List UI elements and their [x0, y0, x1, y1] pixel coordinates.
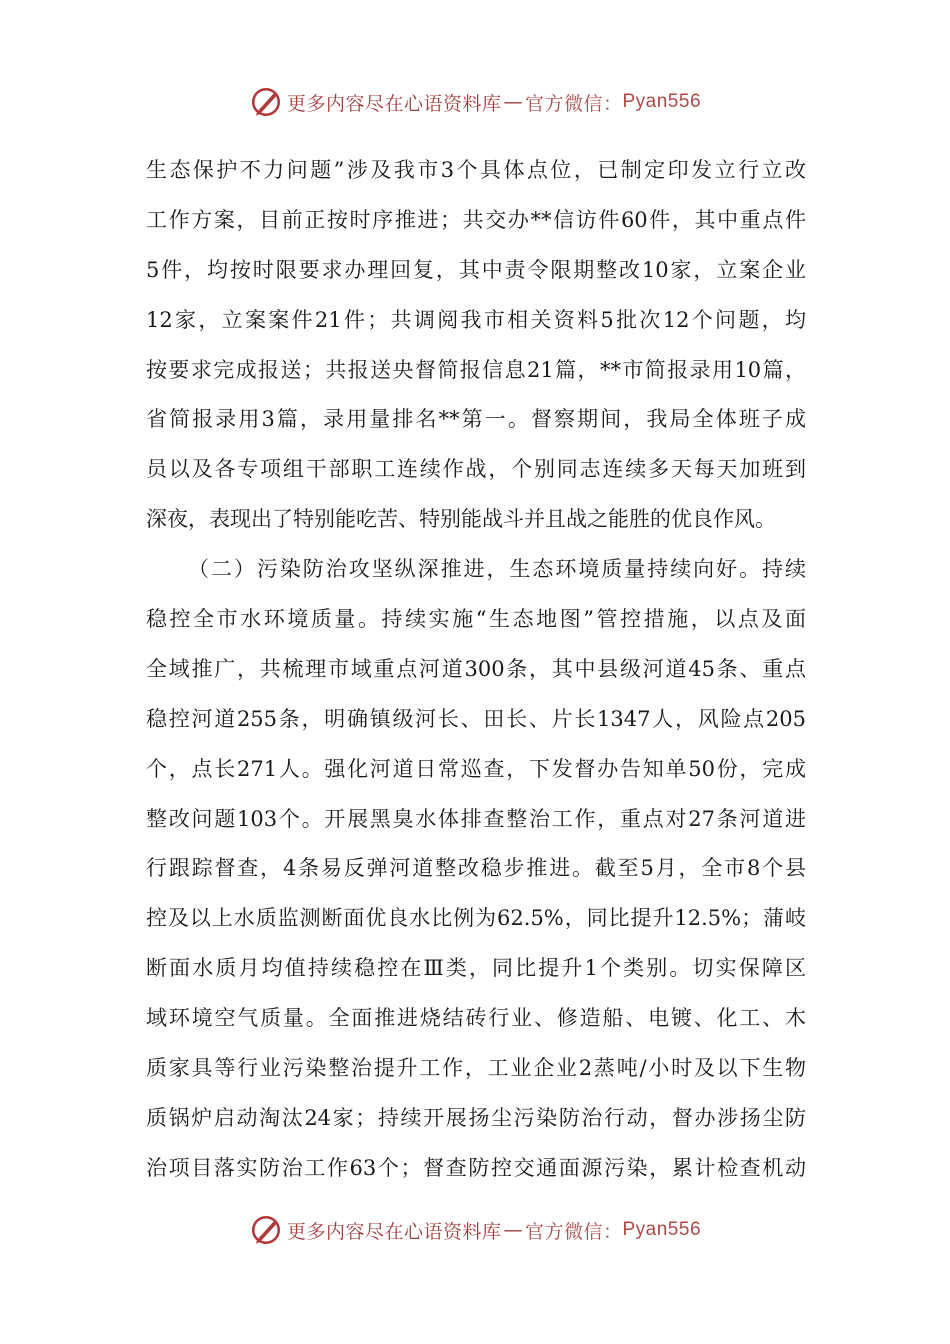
body-line: 质家具等行业污染整治提升工作，工业企业2蒸吨/小时及以下生物	[146, 1056, 806, 1081]
body-line: 断面水质月均值持续稳控在Ⅲ类，同比提升1个类别。切实保障区	[146, 956, 806, 981]
body-line: 个，点长271人。强化河道日常巡查，下发督办告知单50份，完成	[146, 756, 806, 781]
banner-text-a: 更多内容尽在心语资料库	[286, 92, 502, 115]
body-line: 行跟踪督查，4条易反弹河道整改稳步推进。截至5月，全市8个县	[146, 856, 806, 881]
body-line: 稳控全市水环境质量。持续实施“生态地图”管控措施，以点及面	[146, 607, 806, 632]
body-line: 5件，均按时限要求办理回复，其中责令限期整改10家，立案企业	[146, 257, 806, 282]
body-line: 深夜，表现出了特别能吃苦、特别能战斗并且战之能胜的优良作风。	[146, 507, 776, 532]
banner-dash: —	[503, 1219, 523, 1241]
body-line: 员以及各专项组干部职工连续作战，个别同志连续多天每天加班到	[146, 457, 806, 482]
body-line: 质锅炉启动淘汰24家；持续开展扬尘污染防治行动，督办涉扬尘防	[146, 1105, 806, 1130]
footer-watermark-banner	[0, 1208, 950, 1252]
document-body	[146, 146, 806, 1194]
pen-logo-icon	[249, 1213, 283, 1247]
body-line: 工作方案，目前正按时序推进；共交办**信访件60件，其中重点件	[146, 207, 806, 232]
body-line: 生态保护不力问题”涉及我市3个具体点位，已制定印发立行立改	[146, 158, 806, 182]
body-line: 全域推广，共梳理市域重点河道300条，其中县级河道45条、重点	[146, 656, 806, 681]
banner-wechat-id: Pyan556	[622, 91, 702, 112]
header-watermark-banner	[0, 80, 950, 124]
body-line: 稳控河道255条，明确镇级河长、田长、片长1347人，风险点205	[146, 706, 806, 731]
banner-text-b: 官方微信：	[524, 1220, 623, 1243]
body-line: 控及以上水质监测断面优良水比例为62.5%，同比提升12.5%；蒲岐	[146, 906, 806, 931]
banner-text-b: 官方微信：	[524, 92, 623, 115]
pen-logo-icon	[249, 85, 283, 119]
banner-wechat-id: Pyan556	[622, 1219, 702, 1240]
body-line: 12家，立案案件21件；共调阅我市相关资料5批次12个问题，均	[146, 307, 806, 332]
body-line: 整改问题103个。开展黑臭水体排查整治工作，重点对27条河道进	[146, 806, 806, 831]
banner-dash: —	[503, 91, 523, 113]
banner-text-a: 更多内容尽在心语资料库	[286, 1220, 502, 1243]
body-line: 域环境空气质量。全面推进烧结砖行业、修造船、电镀、化工、木	[146, 1006, 806, 1031]
body-line: 治项目落实防治工作63个；督查防控交通面源污染，累计检查机动	[146, 1155, 806, 1180]
body-line: 省简报录用3篇，录用量排名**第一。督察期间，我局全体班子成	[146, 407, 806, 432]
body-line: 按要求完成报送；共报送央督简报信息21篇，**市简报录用10篇，	[146, 357, 806, 382]
section-heading-line: （二）污染防治攻坚纵深推进，生态环境质量持续向好。持续	[188, 557, 806, 582]
